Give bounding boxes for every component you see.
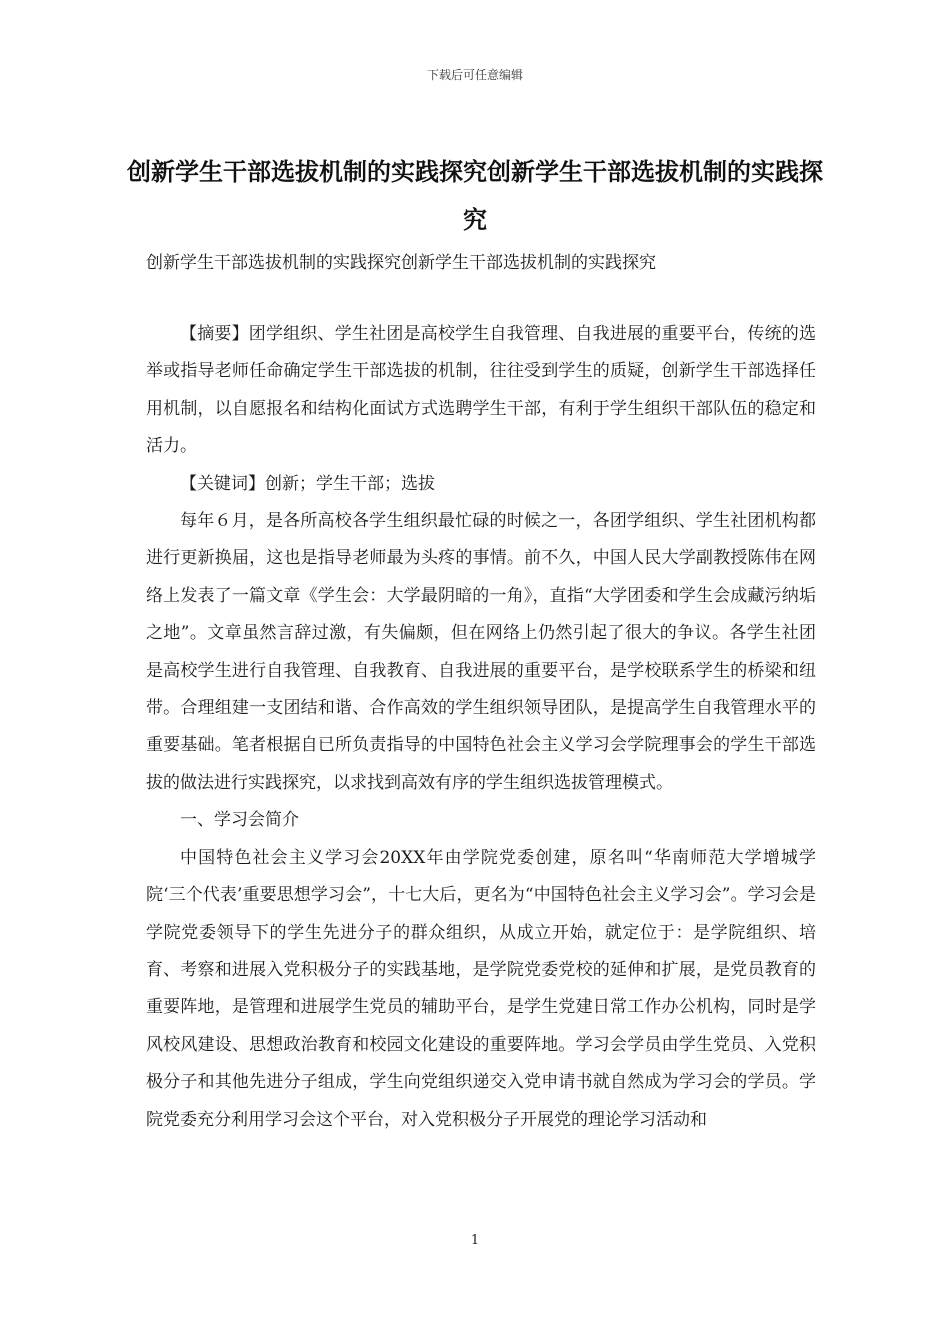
page-number: 1 [470, 1233, 480, 1248]
keywords-paragraph: 【关键词】创新；学生干部；选拔 [180, 473, 435, 494]
document-body [146, 316, 816, 1139]
intro-paragraph: 每年６月，是各所高校各学生组织最忙碌的时候之一，各团学组织、学生社团机构都进行更新换届，这也是指导老师最为头疼的事情。前不久，中国人民大学副教授陈伟在网络上发表了一篇文章《学生会：大学最阴暗的一角》，直指“大学团委和学生会成藏污纳垢之地”。文章虽然言辞过激，有失偏颇，但在网络上仍然引起了很大的争议。各学生社团是高校学生进行自我管理、自我教育、自我进展的重要平台，是学校联系学生的桥梁和纽带。合理组建一支团结和谐、合作高效的学生组织领导团队，是提高学生自我管理水平的重要基础。笔者根据自已所负责指导的中国特色社会主义学习会学院理事会的学生干部选拔的做法进行实践探究，以求找到高效有序的学生组织选拔管理模式。 [146, 511, 816, 793]
document-title: 创新学生干部选拔机制的实践探究创新学生干部选拔机制的实践探究 [127, 158, 823, 234]
section-paragraph: 中国特色社会主义学习会20XX年由学院党委创建，原名叫“华南师范大学增城学院‘三个代表’重要思想学习会”，十七大后，更名为“中国特色社会主义学习会”。学习会是学院党委领导下的学生先进分子的群众组织，从成立开始，就定位于：是学院组织、培育、考察和进展入党积极分子的实践基地，是学院党委党校的延伸和扩展，是党员教育的重要阵地，是管理和进展学生党员的辅助平台，是学生党建日常工作办公机构，同时是学风校风建设、思想政治教育和校园文化建设的重要阵地。学习会学员由学生党员、入党积极分子和其他先进分子组成，学生向党组织递交入党申请书就自然成为学习会的学员。学院党委充分利用学习会这个平台，对入党积极分子开展党的理论学习活动和 [146, 847, 816, 1130]
abstract-paragraph: 【摘要】团学组织、学生社团是高校学生自我管理、自我进展的重要平台，传统的选举或指导老师任命确定学生干部选拔的机制，往往受到学生的质疑，创新学生干部选择任用机制，以自愿报名和结构化面试方式选聘学生干部，有利于学生组织干部队伍的稳定和活力。 [146, 324, 816, 457]
section-heading: 一、学习会简介 [180, 810, 299, 831]
document-subtitle: 创新学生干部选拔机制的实践探究创新学生干部选拔机制的实践探究 [146, 253, 656, 273]
header-note: 下载后可任意编辑 [426, 68, 523, 82]
